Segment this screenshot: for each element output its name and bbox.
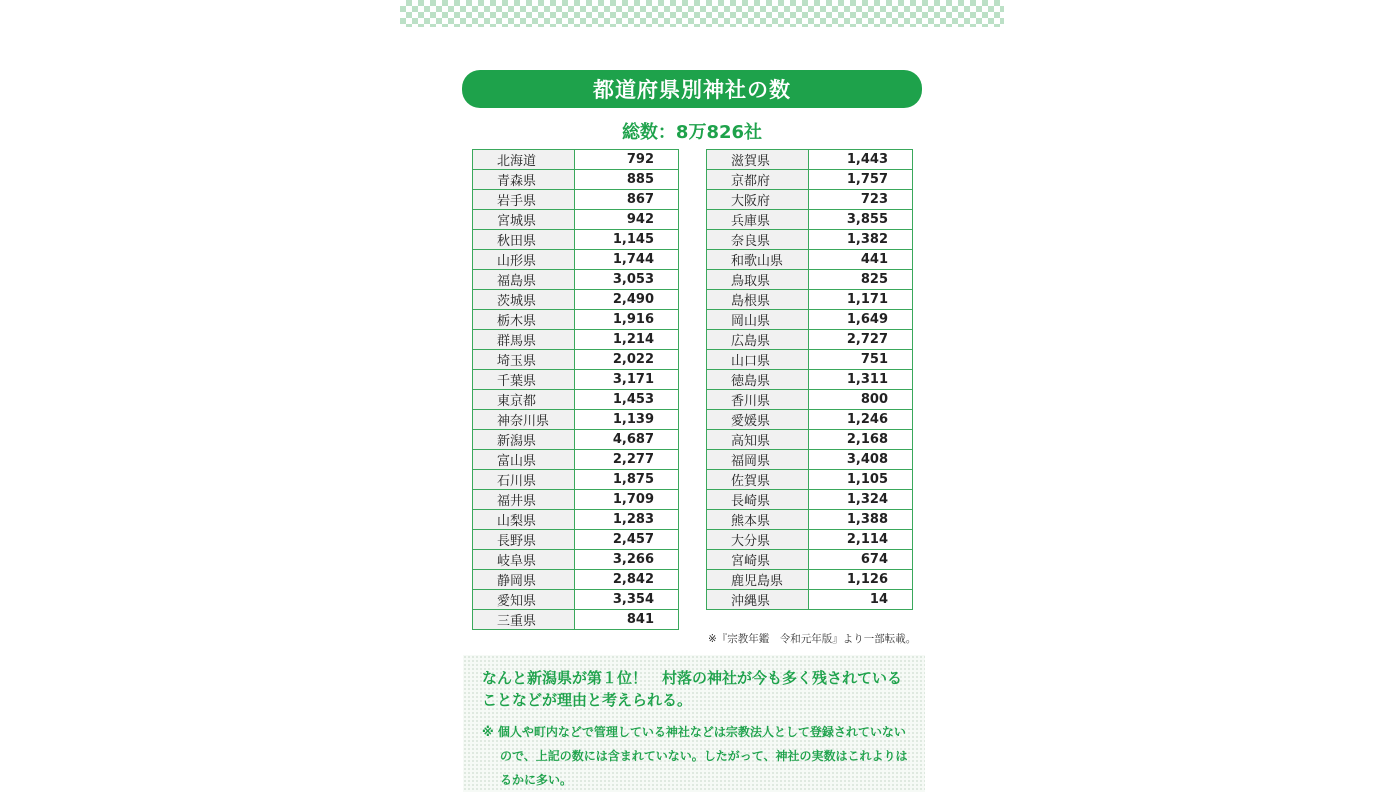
prefecture-name: 岡山県 [707,310,809,330]
table-row [707,350,913,370]
table-row [707,470,913,490]
prefecture-name: 熊本県 [707,510,809,530]
sub-note: ※ 個人や町内などで管理している神社などは宗教法人として登録されていないので、上記の数には含まれていない。したがって、神社の実数はこれよりはるかに多い。 [482,725,908,787]
table-row [707,390,913,410]
source-note: ※『宗教年鑑 令和元年版』より一部転載。 [708,633,917,645]
shrine-count: 825 [809,270,913,290]
shrine-count: 2,727 [809,330,913,350]
table-row [473,250,679,270]
checkered-header-pattern [400,0,1004,27]
prefecture-name: 和歌山県 [707,250,809,270]
table-row [473,230,679,250]
prefecture-name: 愛媛県 [707,410,809,430]
prefecture-name: 宮崎県 [707,550,809,570]
table-row [473,410,679,430]
prefecture-name: 京都府 [707,170,809,190]
shrine-count: 1,126 [809,570,913,590]
table-row [707,310,913,330]
shrine-count: 751 [809,350,913,370]
shrine-count: 14 [809,590,913,610]
shrine-count: 723 [809,190,913,210]
shrine-count: 1,214 [575,330,679,350]
table-row [473,550,679,570]
table-row [707,190,913,210]
prefecture-name: 佐賀県 [707,470,809,490]
shrine-count: 1,744 [575,250,679,270]
shrine-count: 1,875 [575,470,679,490]
table-row [707,490,913,510]
table-row [473,490,679,510]
prefecture-name: 山梨県 [473,510,575,530]
table-row [707,150,913,170]
shrine-count: 1,324 [809,490,913,510]
table-row [473,190,679,210]
total-count: 総数：8万826社 [621,122,763,143]
shrine-count: 3,053 [575,270,679,290]
prefecture-name: 高知県 [707,430,809,450]
shrine-count: 885 [575,170,679,190]
prefecture-name: 東京都 [473,390,575,410]
shrine-count: 1,443 [809,150,913,170]
prefecture-name: 石川県 [473,470,575,490]
shrine-count: 1,171 [809,290,913,310]
prefecture-name: 埼玉県 [473,350,575,370]
shrine-count: 3,171 [575,370,679,390]
prefecture-name: 茨城県 [473,290,575,310]
shrine-count: 1,916 [575,310,679,330]
prefecture-name: 長崎県 [707,490,809,510]
prefecture-name: 山形県 [473,250,575,270]
table-row [707,170,913,190]
shrine-count: 792 [575,150,679,170]
table-row [707,510,913,530]
prefecture-name: 大分県 [707,530,809,550]
prefecture-name: 奈良県 [707,230,809,250]
prefecture-name: 宮城県 [473,210,575,230]
shrine-count: 1,105 [809,470,913,490]
shrine-count: 1,757 [809,170,913,190]
shrine-count: 867 [575,190,679,210]
prefecture-name: 徳島県 [707,370,809,390]
table-row [473,390,679,410]
prefecture-name: 鹿児島県 [707,570,809,590]
shrine-count: 4,687 [575,430,679,450]
prefecture-name: 富山県 [473,450,575,470]
prefecture-name: 大阪府 [707,190,809,210]
shrine-count: 942 [575,210,679,230]
table-row [473,290,679,310]
prefecture-name: 福井県 [473,490,575,510]
prefecture-table-left [472,149,679,630]
table-row [473,470,679,490]
prefecture-name: 香川県 [707,390,809,410]
table-row [473,430,679,450]
table-row [707,570,913,590]
prefecture-name: 群馬県 [473,330,575,350]
shrine-count: 2,277 [575,450,679,470]
shrine-count: 2,842 [575,570,679,590]
table-row [707,430,913,450]
table-row [707,590,913,610]
table-row [473,450,679,470]
table-row [707,330,913,350]
shrine-count: 3,266 [575,550,679,570]
prefecture-name: 秋田県 [473,230,575,250]
prefecture-name: 岩手県 [473,190,575,210]
prefecture-name: 島根県 [707,290,809,310]
table-row [707,290,913,310]
shrine-count: 3,354 [575,590,679,610]
prefecture-name: 兵庫県 [707,210,809,230]
prefecture-table-right [706,149,913,610]
table-row [473,270,679,290]
prefecture-name: 愛知県 [473,590,575,610]
table-row [473,590,679,610]
shrine-count: 800 [809,390,913,410]
table-row [473,330,679,350]
shrine-count: 1,709 [575,490,679,510]
shrine-count: 1,382 [809,230,913,250]
table-row [473,570,679,590]
table-row [707,270,913,290]
table-row [707,530,913,550]
prefecture-name: 山口県 [707,350,809,370]
shrine-count: 1,649 [809,310,913,330]
prefecture-name: 岐阜県 [473,550,575,570]
shrine-count: 441 [809,250,913,270]
table-row [707,370,913,390]
prefecture-name: 栃木県 [473,310,575,330]
table-row [473,170,679,190]
table-row [707,550,913,570]
shrine-count: 2,457 [575,530,679,550]
shrine-count: 1,311 [809,370,913,390]
table-row [473,530,679,550]
table-row [473,510,679,530]
shrine-count: 841 [575,610,679,630]
prefecture-name: 新潟県 [473,430,575,450]
shrine-count: 3,408 [809,450,913,470]
table-row [707,230,913,250]
shrine-count: 1,145 [575,230,679,250]
table-row [707,210,913,230]
prefecture-name: 静岡県 [473,570,575,590]
prefecture-name: 鳥取県 [707,270,809,290]
table-row [473,370,679,390]
prefecture-name: 三重県 [473,610,575,630]
shrine-count: 2,490 [575,290,679,310]
shrine-count: 3,855 [809,210,913,230]
table-row [707,450,913,470]
shrine-count: 2,168 [809,430,913,450]
prefecture-name: 滋賀県 [707,150,809,170]
prefecture-name: 福岡県 [707,450,809,470]
page-title: 都道府県別神社の数 [462,70,922,108]
prefecture-name: 広島県 [707,330,809,350]
shrine-count: 1,453 [575,390,679,410]
shrine-count: 2,022 [575,350,679,370]
table-row [707,410,913,430]
shrine-count: 674 [809,550,913,570]
prefecture-name: 千葉県 [473,370,575,390]
prefecture-name: 福島県 [473,270,575,290]
table-row [473,610,679,630]
table-row [707,250,913,270]
table-row [473,350,679,370]
shrine-count: 1,283 [575,510,679,530]
shrine-count: 2,114 [809,530,913,550]
table-row [473,210,679,230]
table-row [473,150,679,170]
main-note: なんと新潟県が第１位！ 村落の神社が今も多く残されていることなどが理由と考えられる。 [482,669,903,709]
prefecture-name: 長野県 [473,530,575,550]
table-row [473,310,679,330]
shrine-count: 1,246 [809,410,913,430]
shrine-count: 1,388 [809,510,913,530]
shrine-count: 1,139 [575,410,679,430]
prefecture-name: 神奈川県 [473,410,575,430]
prefecture-name: 沖縄県 [707,590,809,610]
prefecture-name: 北海道 [473,150,575,170]
prefecture-name: 青森県 [473,170,575,190]
